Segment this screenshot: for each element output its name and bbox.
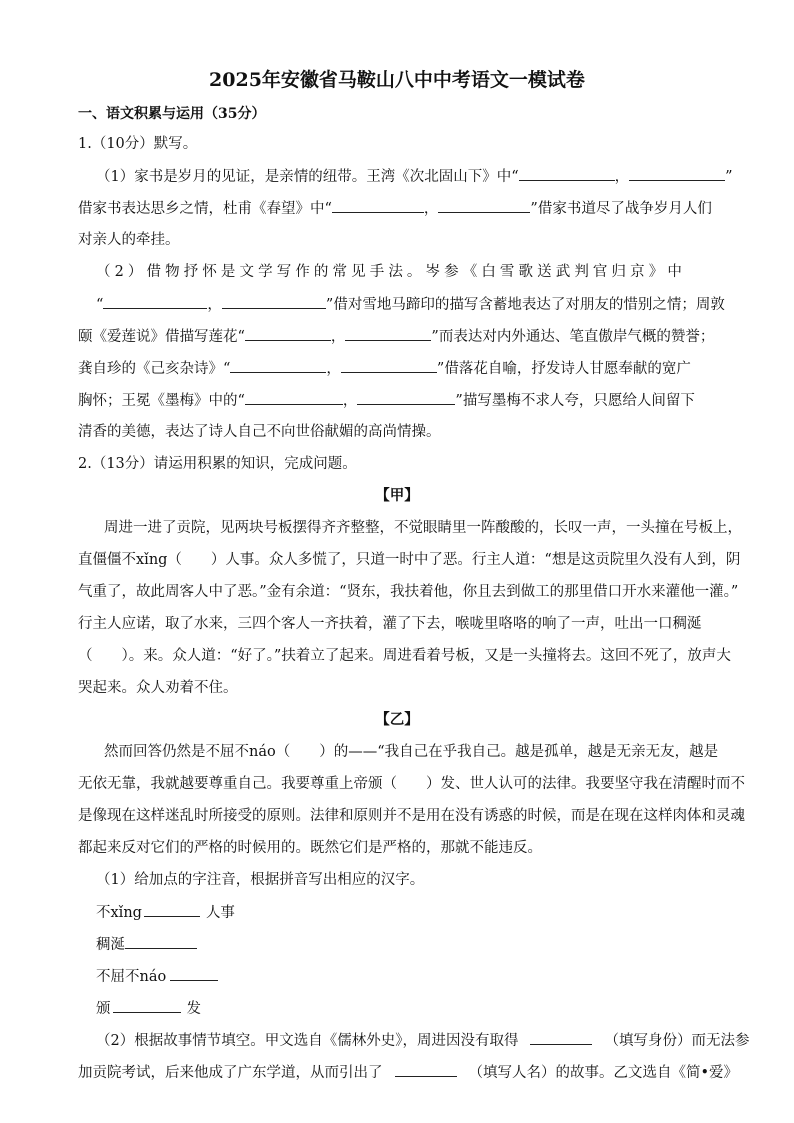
answer-blank[interactable] xyxy=(125,934,197,949)
answer-blank[interactable] xyxy=(144,902,200,917)
text: 借家书表达思乡之情，杜甫《春望》中“ xyxy=(78,201,332,217)
passage-jia-line: （ ）。来。众人道：“好了。”扶着立了起来。周进看着号板，又是一头撞将去。这回不死了，放声大 xyxy=(78,648,731,664)
section-heading: 一、语文积累与运用（35分） xyxy=(78,106,266,122)
text: ”借家书道尽了战争岁月人们 xyxy=(530,201,712,217)
item-prefix: 不xǐng xyxy=(96,905,142,921)
passage-yi-line: 无依无靠，我就越要尊重自己。我要尊重上帝颁（ ）发、世人认可的法律。我要坚守我在清醒时而不 xyxy=(78,776,745,792)
text: ”描写墨梅不求人夸，只愿给人间留下 xyxy=(455,393,695,409)
item-prefix: 不屈不náo xyxy=(96,969,167,985)
answer-blank[interactable] xyxy=(245,326,331,341)
text: ， xyxy=(342,393,358,409)
item-prefix: 稠涎 xyxy=(96,937,125,953)
pinyin-item xyxy=(96,998,201,1019)
text: （填写人名）的故事。乙文选自《简•爱》 xyxy=(468,1065,739,1081)
item-prefix: 颁 xyxy=(96,1001,111,1017)
question-2-heading: 2.（13分）请运用积累的知识，完成问题。 xyxy=(78,456,357,472)
pinyin-item xyxy=(96,966,218,987)
passage-jia-line: 行主人应诺，取了水来，三四个客人一齐扶着，灌了下去，喉咙里咯咯的响了一声，吐出一口稠涎 xyxy=(78,616,702,632)
answer-blank[interactable] xyxy=(357,390,455,405)
text: 加贡院考试，后来他成了广东学道，从而引出了 xyxy=(78,1065,383,1081)
q1-part2-line6: 清香的美德，表达了诗人自己不向世俗献媚的高尚情操。 xyxy=(78,424,441,440)
answer-blank[interactable] xyxy=(395,1062,457,1077)
text: ”借落花自喻，抒发诗人甘愿奉献的宽广 xyxy=(436,361,691,377)
answer-blank[interactable] xyxy=(245,390,343,405)
passage-jia-line: 气重了，故此周客人中了恶。”金有余道：“贤东，我扶着他，你且去到做工的那里借口开水来灌他一灌。” xyxy=(78,584,739,600)
q1-part1-line2 xyxy=(78,198,712,219)
passage-yi-line: 是像现在这样迷乱时所接受的原则。法律和原则并不是用在没有诱惑的时候，而是在现在这样肉体和灵魂 xyxy=(78,808,745,824)
answer-blank[interactable] xyxy=(438,198,530,213)
pinyin-item xyxy=(96,902,235,923)
answer-blank[interactable] xyxy=(332,198,424,213)
text: ， xyxy=(423,201,439,217)
q2-sub1-prompt: （1）给加点的字注音，根据拼音写出相应的汉字。 xyxy=(96,872,425,888)
passage-yi-line: 然而回答仍然是不屈不náo（ ）的——“我自己在乎我自己。越是孤单，越是无亲无友，越是 xyxy=(104,744,719,760)
text: 胸怀；王冕《墨梅》中的“ xyxy=(78,393,245,409)
text: （填写身份）而无法参 xyxy=(604,1033,750,1049)
text: ， xyxy=(330,329,346,345)
item-suffix: 发 xyxy=(186,1001,201,1017)
answer-blank[interactable] xyxy=(113,998,181,1013)
passage-jia-label: 【甲】 xyxy=(375,487,419,504)
text: （1）家书是岁月的见证，是亲情的纽带。王湾《次北固山下》中“ xyxy=(96,169,519,185)
answer-blank[interactable] xyxy=(222,294,326,309)
pinyin-item xyxy=(96,934,197,955)
passage-jia-line: 直僵僵不xǐng（ ）人事。众人多慌了，只道一时中了恶。行主人道：“想是这贡院里久没有人到，阴 xyxy=(78,552,741,568)
text: ”而表达对内外通达、笔直傲岸气概的赞誉； xyxy=(431,329,715,345)
text: ” xyxy=(725,169,733,185)
answer-blank[interactable] xyxy=(519,166,615,181)
text: ， xyxy=(326,361,341,377)
answer-blank[interactable] xyxy=(103,294,207,309)
text: “ xyxy=(96,297,104,313)
answer-blank[interactable] xyxy=(530,1030,592,1045)
q1-part2-line2 xyxy=(96,294,725,315)
q2-sub2-line2 xyxy=(78,1062,738,1083)
question-1-heading: 1.（10分）默写。 xyxy=(78,136,198,152)
text: （2）根据故事情节填空。甲文选自《儒林外史》，周进因没有取得 xyxy=(96,1033,519,1049)
q1-part1-line3: 对亲人的牵挂。 xyxy=(78,232,180,248)
passage-jia-line: 哭起来。众人劝着不住。 xyxy=(78,680,238,696)
answer-blank[interactable] xyxy=(170,966,218,981)
answer-blank[interactable] xyxy=(341,358,437,373)
item-suffix: 人事 xyxy=(205,905,235,921)
q1-part2-line3 xyxy=(78,326,714,347)
passage-yi-label: 【乙】 xyxy=(375,711,419,728)
text: ， xyxy=(614,169,630,185)
answer-blank[interactable] xyxy=(345,326,431,341)
text: 龚自珍的《己亥杂诗》“ xyxy=(78,361,231,377)
q1-part2-line4 xyxy=(78,358,691,379)
text: 颐《爱莲说》借描写莲花“ xyxy=(78,329,245,345)
answer-blank[interactable] xyxy=(629,166,725,181)
q1-part2-line5 xyxy=(78,390,695,411)
q2-sub2-line1 xyxy=(96,1030,749,1051)
answer-blank[interactable] xyxy=(230,358,326,373)
text: ”借对雪地马蹄印的描写含蓄地表达了对朋友的惜别之情；周敦 xyxy=(325,297,725,313)
passage-jia-line: 周进一进了贡院，见两块号板摆得齐齐整整，不觉眼睛里一阵酸酸的，长叹一声，一头撞在号板上， xyxy=(104,520,742,536)
text: ， xyxy=(207,297,222,313)
exam-title: 2025年安徽省马鞍山八中中考语文一模试卷 xyxy=(209,69,585,91)
q1-part1-line1 xyxy=(96,166,733,187)
passage-yi-line: 都起来反对它们的严格的时候用的。既然它们是严格的，那就不能违反。 xyxy=(78,840,542,856)
q1-part2-line1: （2）借物抒怀是文学写作的常见手法。岑参《白雪歌送武判官归京》中 xyxy=(96,264,686,280)
